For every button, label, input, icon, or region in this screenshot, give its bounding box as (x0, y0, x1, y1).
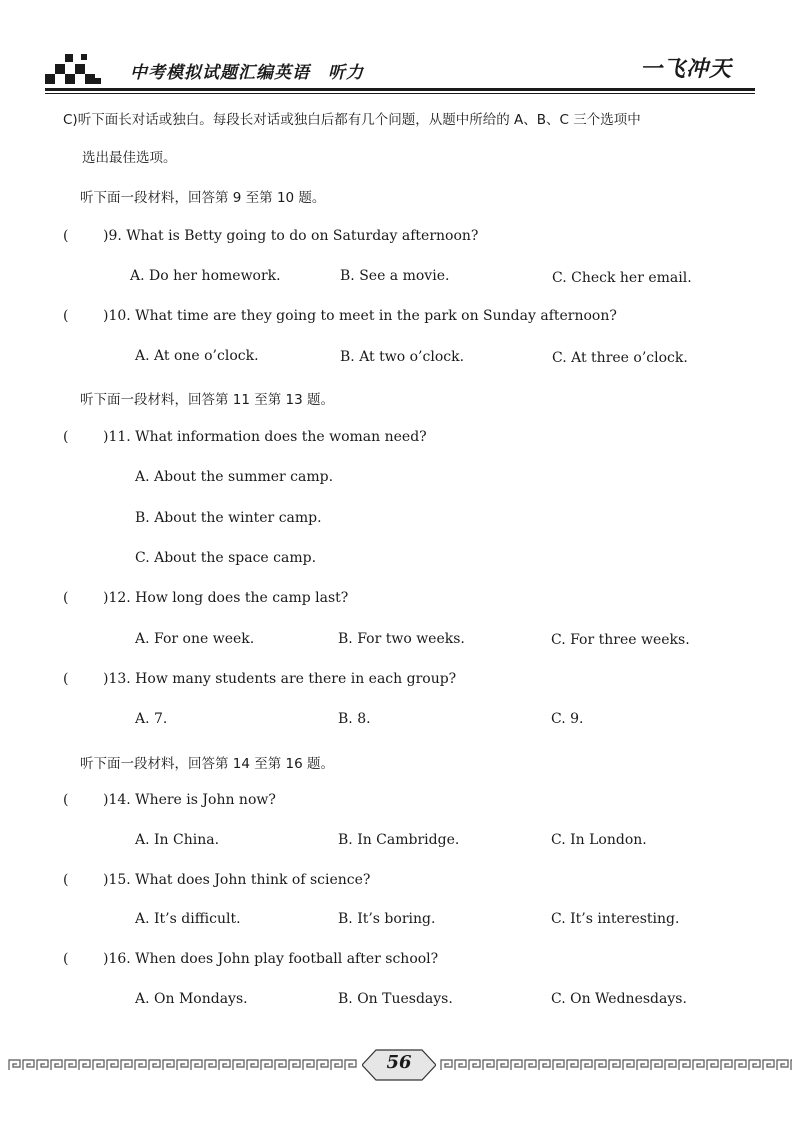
option-c: C. At three o’clock. (552, 350, 688, 366)
option-c: C. About the space camp. (135, 550, 317, 566)
section-intro: 听下面一段材料，回答第 11 至第 13 题。 (80, 392, 335, 408)
option-b: B. It’s boring. (338, 911, 436, 927)
question-stem: )15. What does John think of science? (103, 872, 371, 888)
option-b: B. For two weeks. (338, 631, 465, 647)
page-number: 56 (386, 1052, 412, 1073)
question-stem: )9. What is Betty going to do on Saturday afternoon? (103, 228, 479, 244)
option-c: C. For three weeks. (551, 632, 690, 648)
option-c: C. On Wednesdays. (551, 991, 687, 1007)
brand-logo-text: 一飞冲天 (640, 57, 733, 82)
answer-blank[interactable]: ( (63, 671, 69, 687)
instruction-line-2: 选出最佳选项。 (82, 150, 177, 166)
checkerboard-logo-icon (45, 50, 115, 86)
option-b: B. About the winter camp. (135, 510, 322, 526)
option-a: A. About the summer camp. (135, 469, 334, 485)
option-a: A. Do her homework. (130, 268, 281, 284)
question-stem: )16. When does John play football after school? (103, 951, 439, 967)
option-a: A. 7. (135, 711, 168, 727)
question-stem: )14. Where is John now? (103, 792, 276, 808)
option-b: B. At two o’clock. (340, 349, 465, 365)
answer-blank[interactable]: ( (63, 308, 69, 324)
option-c: C. Check her email. (552, 270, 692, 286)
greek-key-border-right (440, 1058, 792, 1072)
option-b: B. On Tuesdays. (338, 991, 453, 1007)
option-b: B. See a movie. (340, 268, 450, 284)
section-intro: 听下面一段材料，回答第 14 至第 16 题。 (80, 756, 335, 772)
option-a: A. It’s difficult. (135, 911, 241, 927)
option-c: C. It’s interesting. (551, 911, 680, 927)
option-a: A. In China. (135, 832, 220, 848)
option-a: A. For one week. (135, 631, 255, 647)
answer-blank[interactable]: ( (63, 951, 69, 967)
answer-blank[interactable]: ( (63, 590, 69, 606)
option-b: B. In Cambridge. (338, 832, 460, 848)
question-stem: )13. How many students are there in each group? (103, 671, 457, 687)
greek-key-border-left (8, 1058, 358, 1072)
question-stem: )11. What information does the woman need? (103, 429, 427, 445)
answer-blank[interactable]: ( (63, 429, 69, 445)
answer-blank[interactable]: ( (63, 872, 69, 888)
header-rule (45, 88, 755, 91)
option-c: C. In London. (551, 832, 647, 848)
answer-blank[interactable]: ( (63, 228, 69, 244)
option-b: B. 8. (338, 711, 371, 727)
question-stem: )10. What time are they going to meet in the park on Sunday afternoon? (103, 308, 617, 324)
option-c: C. 9. (551, 711, 584, 727)
page-header (0, 0, 800, 100)
section-intro: 听下面一段材料，回答第 9 至第 10 题。 (80, 190, 326, 206)
option-a: A. On Mondays. (135, 991, 248, 1007)
header-rule-thin (45, 93, 755, 94)
question-stem: )12. How long does the camp last? (103, 590, 349, 606)
option-a: A. At one o’clock. (135, 348, 259, 364)
header-title: 中考模拟试题汇编英语 听力 (130, 63, 364, 83)
answer-blank[interactable]: ( (63, 792, 69, 808)
instruction-line-1: C)听下面长对话或独白。每段长对话或独白后都有几个问题，从题中所给的 A、B、C 三个选项中 (63, 112, 641, 128)
